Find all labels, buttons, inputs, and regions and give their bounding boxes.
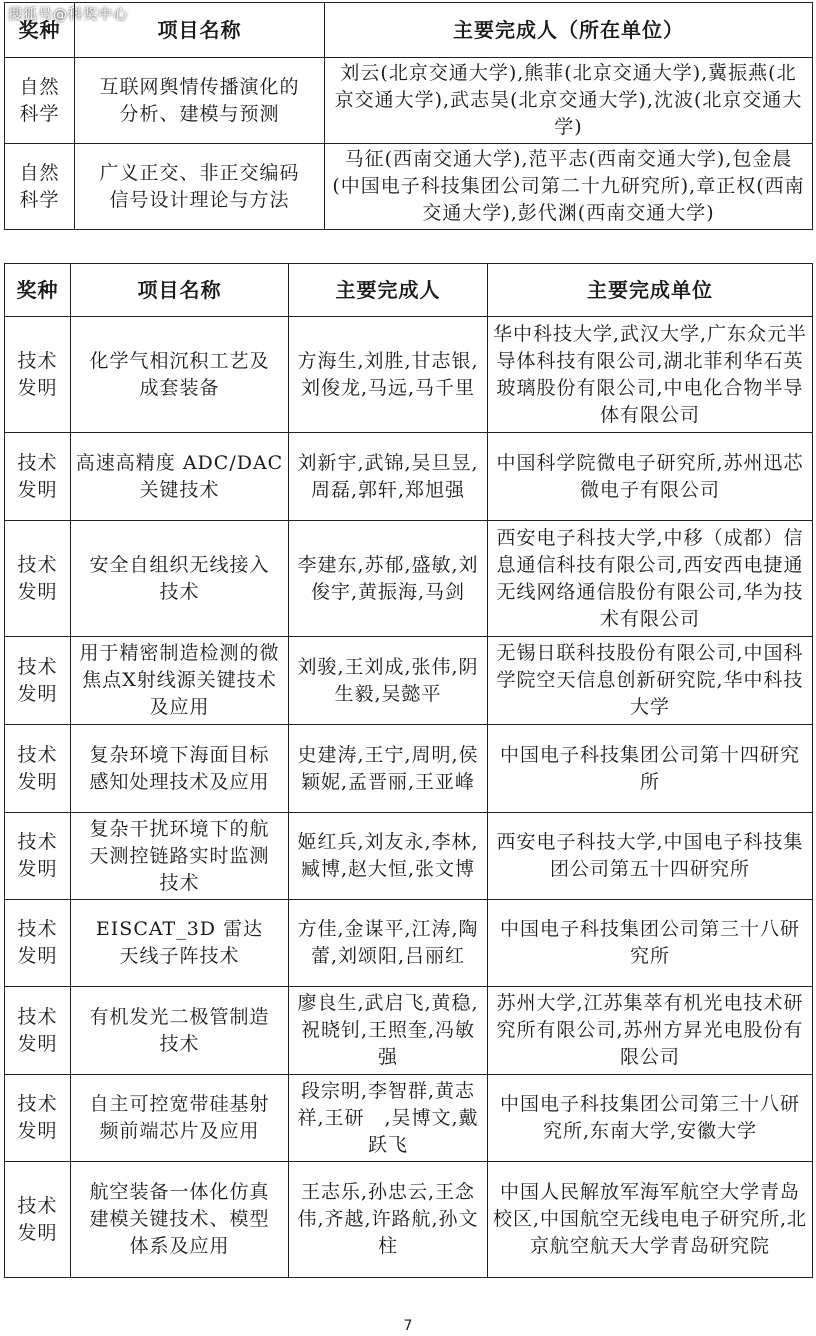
table-row <box>5 813 813 900</box>
award-type-cell: 自然科学 <box>5 58 75 144</box>
contributors-cell: 李建东,苏郁,盛敏,刘俊宇,黄振海,马剑 <box>289 521 488 637</box>
award-type-cell: 技术发明 <box>5 521 71 637</box>
table-row <box>5 637 813 725</box>
table-row <box>5 900 813 987</box>
contributors-cell: 刘云(北京交通大学),熊菲(北京交通大学),冀振燕(北京交通大学),武志昊(北京交通大学),沈波(北京交通大学) <box>325 58 813 144</box>
col-header-project-name: 项目名称 <box>71 264 289 317</box>
project-name-cell: 用于精密制造检测的微焦点X射线源关键技术及应用 <box>71 637 289 725</box>
col-header-units: 主要完成单位 <box>488 264 813 317</box>
table-header-row <box>5 3 813 58</box>
project-name-cell: 安全自组织无线接入技术 <box>71 521 289 637</box>
project-name-cell: 有机发光二极管制造技术 <box>71 987 289 1075</box>
units-cell: 中国电子科技集团公司第三十八研究所 <box>488 900 813 987</box>
col-header-award-type: 奖种 <box>5 264 71 317</box>
units-cell: 中国科学院微电子研究所,苏州迅芯微电子有限公司 <box>488 433 813 521</box>
contributors-cell: 姬红兵,刘友永,李林,臧博,赵大恒,张文博 <box>289 813 488 900</box>
contributors-cell: 刘骏,王刘成,张伟,阴生毅,吴懿平 <box>289 637 488 725</box>
contributors-cell: 刘新宇,武锦,吴旦昱,周磊,郭轩,郑旭强 <box>289 433 488 521</box>
table-row <box>5 987 813 1075</box>
table-row <box>5 725 813 813</box>
units-cell: 中国电子科技集团公司第三十八研究所,东南大学,安徽大学 <box>488 1075 813 1162</box>
contributors-cell: 方佳,金谋平,江涛,陶蕾,刘颂阳,吕丽红 <box>289 900 488 987</box>
project-name-cell: 化学气相沉积工艺及成套装备 <box>71 317 289 433</box>
project-name-cell: 互联网舆情传播演化的分析、建模与预测 <box>75 58 325 144</box>
award-type-cell: 技术发明 <box>5 900 71 987</box>
project-name-cell: 复杂环境下海面目标感知处理技术及应用 <box>71 725 289 813</box>
table-row <box>5 1162 813 1278</box>
units-cell: 苏州大学,江苏集萃有机光电技术研究所有限公司,苏州方昇光电股份有限公司 <box>488 987 813 1075</box>
contributors-cell: 廖良生,武启飞,黄稳,祝晓钊,王照奎,冯敏强 <box>289 987 488 1075</box>
contributors-cell: 王志乐,孙忠云,王念伟,齐越,许路航,孙文柱 <box>289 1162 488 1278</box>
page-number: 7 <box>403 1318 413 1334</box>
col-header-award-type: 奖种 <box>5 3 75 58</box>
units-cell: 无锡日联科技股份有限公司,中国科学院空天信息创新研究院,华中科技大学 <box>488 637 813 725</box>
technical-invention-table <box>4 263 813 1278</box>
table-row <box>5 317 813 433</box>
table-row <box>5 1075 813 1162</box>
award-type-cell: 技术发明 <box>5 987 71 1075</box>
contributors-cell: 马征(西南交通大学),范平志(西南交通大学),包金晨(中国电子科技集团公司第二十九研究所),章正权(西南交通大学),彭代渊(西南交通大学) <box>325 144 813 230</box>
units-cell: 华中科技大学,武汉大学,广东众元半导体科技有限公司,湖北菲利华石英玻璃股份有限公司,中电化合物半导体有限公司 <box>488 317 813 433</box>
project-name-cell: EISCAT_3D 雷达天线子阵技术 <box>71 900 289 987</box>
award-type-cell: 技术发明 <box>5 317 71 433</box>
col-header-contributors: 主要完成人 <box>289 264 488 317</box>
watermark: 搜狐号@科奖中心 <box>8 7 128 23</box>
table-row <box>5 433 813 521</box>
project-name-cell: 自主可控宽带硅基射频前端芯片及应用 <box>71 1075 289 1162</box>
award-type-cell: 自然科学 <box>5 144 75 230</box>
award-type-cell: 技术发明 <box>5 813 71 900</box>
award-type-cell: 技术发明 <box>5 725 71 813</box>
units-cell: 中国电子科技集团公司第十四研究所 <box>488 725 813 813</box>
units-cell: 中国人民解放军海军航空大学青岛校区,中国航空无线电电子研究所,北京航空航天大学青岛研究院 <box>488 1162 813 1278</box>
table-row <box>5 58 813 144</box>
project-name-cell: 复杂干扰环境下的航天测控链路实时监测技术 <box>71 813 289 900</box>
table-row <box>5 144 813 230</box>
col-header-contributors: 主要完成人（所在单位） <box>325 3 813 58</box>
contributors-cell: 段宗明,李智群,黄志祥,王研 ,吴博文,戴跃飞 <box>289 1075 488 1162</box>
contributors-cell: 史建涛,王宁,周明,侯颖妮,孟晋丽,王亚峰 <box>289 725 488 813</box>
award-type-cell: 技术发明 <box>5 1075 71 1162</box>
project-name-cell: 高速高精度 ADC/DAC 关键技术 <box>71 433 289 521</box>
project-name-cell: 广义正交、非正交编码信号设计理论与方法 <box>75 144 325 230</box>
units-cell: 西安电子科技大学,中国电子科技集团公司第五十四研究所 <box>488 813 813 900</box>
units-cell: 西安电子科技大学,中移（成都）信息通信科技有限公司,西安西电捷通无线网络通信股份有限公司,华为技术有限公司 <box>488 521 813 637</box>
table-row <box>5 521 813 637</box>
award-type-cell: 技术发明 <box>5 1162 71 1278</box>
natural-science-table <box>4 2 813 230</box>
award-type-cell: 技术发明 <box>5 433 71 521</box>
col-header-project-name: 项目名称 <box>75 3 325 58</box>
award-type-cell: 技术发明 <box>5 637 71 725</box>
project-name-cell: 航空装备一体化仿真建模关键技术、模型体系及应用 <box>71 1162 289 1278</box>
contributors-cell: 方海生,刘胜,甘志银,刘俊龙,马远,马千里 <box>289 317 488 433</box>
table-header-row <box>5 264 813 317</box>
